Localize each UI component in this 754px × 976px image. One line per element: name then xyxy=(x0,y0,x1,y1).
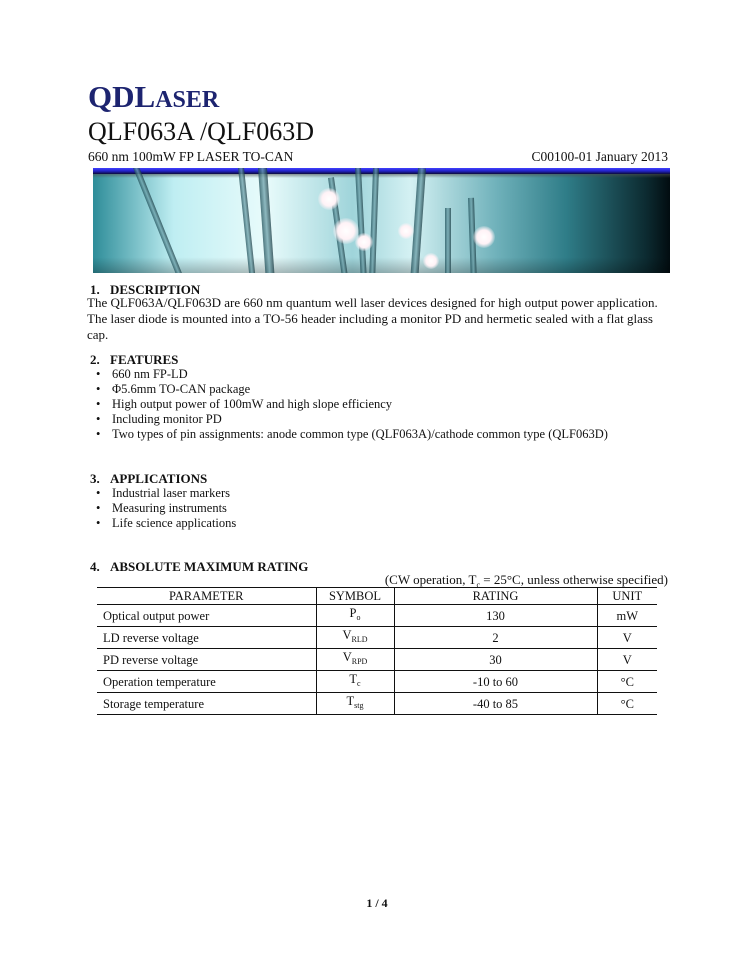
cell-rating: 30 xyxy=(394,649,597,671)
cell-unit: V xyxy=(597,627,657,649)
cell-unit: °C xyxy=(597,693,657,715)
list-item: • Φ5.6mm TO-CAN package xyxy=(96,382,608,397)
section-number: 4. xyxy=(90,559,100,574)
condition-text-rest: = 25°C, unless otherwise specified) xyxy=(480,572,668,587)
cell-parameter: PD reverse voltage xyxy=(97,649,316,671)
logo-part2: ASER xyxy=(155,87,220,113)
table-row xyxy=(97,627,657,649)
cell-rating: 2 xyxy=(394,627,597,649)
section-title: FEATURES xyxy=(110,352,179,367)
list-item: • Two types of pin assignments: anode common type (QLF063A)/cathode common type (QLF063D) xyxy=(96,427,608,442)
cell-symbol xyxy=(316,671,394,693)
cell-rating: -40 to 85 xyxy=(394,693,597,715)
page-number: 1 / 4 xyxy=(366,896,388,910)
document-subtitle: 660 nm 100mW FP LASER TO-CAN xyxy=(88,149,294,164)
fiber-strand xyxy=(238,168,257,273)
list-item: • Industrial laser markers xyxy=(96,486,236,501)
document-title: QLF063A /QLF063D xyxy=(88,117,315,146)
section-title: ABSOLUTE MAXIMUM RATING xyxy=(110,559,309,574)
table-row xyxy=(97,671,657,693)
cell-parameter: LD reverse voltage xyxy=(97,627,316,649)
cell-symbol xyxy=(316,605,394,627)
cell-unit: °C xyxy=(597,671,657,693)
header-banner-image xyxy=(93,168,670,273)
symbol-main: T xyxy=(349,672,358,686)
section-number: 1. xyxy=(90,282,100,297)
section-number: 2. xyxy=(90,352,100,367)
fiber-strand xyxy=(133,168,187,273)
section-title: APPLICATIONS xyxy=(110,471,208,486)
list-item: • Including monitor PD xyxy=(96,412,608,427)
table-header-row xyxy=(97,588,657,605)
cell-unit: V xyxy=(597,649,657,671)
fiber-strand xyxy=(355,168,367,273)
condition-text: (CW operation, T xyxy=(384,572,477,587)
cell-symbol xyxy=(316,693,394,715)
absolute-max-rating-table xyxy=(97,587,657,715)
section-number: 3. xyxy=(90,471,100,486)
cell-parameter: Operation temperature xyxy=(97,671,316,693)
cell-unit: mW xyxy=(597,605,657,627)
list-item: • 660 nm FP-LD xyxy=(96,367,608,382)
list-item: • Life science applications xyxy=(96,516,236,531)
symbol-main: V xyxy=(342,628,352,642)
table-row xyxy=(97,649,657,671)
fiber-strand xyxy=(445,208,451,273)
section-heading-features xyxy=(90,352,178,367)
applications-list xyxy=(96,486,236,531)
cell-parameter: Optical output power xyxy=(97,605,316,627)
logo-part1: QDL xyxy=(88,79,156,114)
section-heading-applications xyxy=(90,471,207,486)
light-point xyxy=(318,188,340,210)
symbol-sub: c xyxy=(357,679,361,688)
light-point xyxy=(473,226,495,248)
condition-sub: c xyxy=(476,580,480,590)
column-header-unit: UNIT xyxy=(597,588,657,605)
list-item: • Measuring instruments xyxy=(96,501,236,516)
section-title: DESCRIPTION xyxy=(110,282,201,297)
symbol-sub: stg xyxy=(354,701,364,710)
description-text: The QLF063A/QLF063D are 660 nm quantum well laser devices designed for high output power application. The laser diode is mounted into a TO-56 header including a monitor PD and hermetic sealed with a flat glass cap. xyxy=(87,295,658,342)
symbol-sub: RLD xyxy=(351,635,368,644)
section-heading-absolute-max xyxy=(90,559,308,574)
cell-rating: -10 to 60 xyxy=(394,671,597,693)
cell-parameter: Storage temperature xyxy=(97,693,316,715)
symbol-main: P xyxy=(349,606,357,620)
table-row xyxy=(97,605,657,627)
symbol-main: V xyxy=(342,650,352,664)
column-header-symbol: SYMBOL xyxy=(316,588,394,605)
light-point xyxy=(355,233,373,251)
symbol-sub: RPD xyxy=(351,657,368,666)
cell-rating: 130 xyxy=(394,605,597,627)
features-list xyxy=(96,367,608,442)
column-header-rating: RATING xyxy=(394,588,597,605)
list-item: • High output power of 100mW and high slope efficiency xyxy=(96,397,608,412)
light-point xyxy=(398,223,414,239)
symbol-sub: o xyxy=(356,613,361,622)
document-id-date: C00100-01 January 2013 xyxy=(531,149,668,164)
fiber-strand xyxy=(258,168,275,273)
column-header-parameter: PARAMETER xyxy=(97,588,316,605)
banner-shadow xyxy=(93,174,670,178)
company-logo xyxy=(88,79,220,115)
fiber-strand xyxy=(369,168,379,273)
symbol-main: T xyxy=(346,694,355,708)
cell-symbol xyxy=(316,649,394,671)
cell-symbol xyxy=(316,627,394,649)
light-point xyxy=(423,253,439,269)
table-row xyxy=(97,693,657,715)
